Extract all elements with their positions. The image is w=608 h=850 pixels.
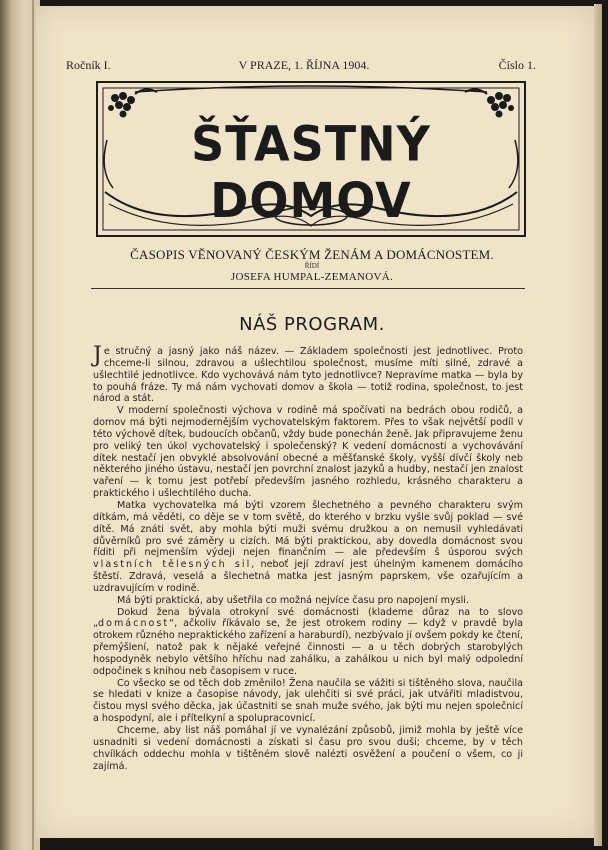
editor-name: JOSEFA HUMPAL-ZEMANOVÁ. — [230, 271, 394, 283]
paragraph: Má býti praktická, aby ušetřila co možná nejvíce času pro napojení mysli. — [117, 594, 470, 606]
grape-cluster-right-icon — [465, 89, 514, 117]
paragraph: Chceme, aby list náš pomáhal jí ve vynalézání způsobů, jimiž mohla by ještě více usnadniti si vedení domácnosti a získati si času pro svou duši; chceme, by v těch chvílkách oddechu mohla v tištěném slově nalézti osvěžení a poučení o všem, co ji zajímá. — [93, 725, 523, 772]
article-title: NÁŠ PROGRAM. — [239, 314, 385, 335]
magazine-title: ŠŤASTNÝ DOMOV — [191, 115, 431, 229]
paragraph: V moderní společnosti výchova v rodině má spočívati na bedrách obou rodičů, a domov má býti nejmodernějším vychovatelským faktorem. Přes to však největší podíl v této výchově dítek, budoucích občanů, vždy bude ponechán ženě. Jak připravujeme ženu pro veliký ten úkol vychovatelský i společenský? K vedení domácnosti a vychovávání dítek nestačí jen obvyklé absolvování obecné a měšťanské školy, vyšší dívčí školy neb některého jiného ústavu, nestačí jen povrchní znalost jazyků a hudby, nestačí jen znalost vaření — k tomu jest potřebí především jasného rozhledu, krásného charakteru a praktického i ušlechtilého ducha. — [93, 405, 523, 500]
book-spine — [0, 0, 40, 850]
emphasized-text: domácnost — [97, 618, 170, 630]
paragraph-text: , neboť její zdraví jest úhelným kamenem domácího štěstí. Zdravá, veselá a šlechetná matka jest jasným paprskem, vše ozařujícím a uzdravujícím v rodině. — [93, 559, 523, 594]
paragraph-text: Matka vychovatelka má býti vzorem šlechetného a pevného charakteru svým dítkám, má věděti, co děje se v tom světě, do kterého v brzku vyšle svůj poklad — své dítě. Má znáti svět, aby mohla býti muži svému družkou a on nemusil vyhledávati důvěrníků pro své záměry u cizích. Má býti praktickou, aby dovedla domácnost svou říditi při nejmenším výdeji nejen finančním — ale především š úsporou svých — [93, 499, 523, 559]
emphasized-text: vlastních tělesných sil — [93, 559, 252, 571]
paragraph-text: e stručný a jasný jako náš název. — Základem společnosti jest jednotlivec. Proto chceme-li silnou, zdravou a ušlechtilou společnost, musíme míti silné, zdravé a ušlechtilé jednotlivce. Kdo vychovává nám tyto jednotlivce? Nepravíme matka — byla by to pouhá fráze. Ty má nám vychovati domov a škola — totiž rodina, společnost, to jest národ a stát. — [93, 346, 523, 405]
paragraph — [93, 607, 523, 678]
masthead-ornament — [95, 80, 527, 238]
drop-cap: J — [93, 343, 102, 368]
paragraph: Co všecko se od těch dob změnilo! Žena naučila se vážiti si tištěného slova, naučila se hledati v knize a časopise návody, jak ulehčiti si své práci, jak utvářiti mladistvou, čistou mysl svého děcka, jak účastniti se snah muže svého, jak býti mu nejen společnicí a hospodyní, ale i přítelkyní a spolupracovnicí. — [93, 677, 523, 725]
volume-label: Ročník I. — [66, 58, 111, 72]
spine-crease — [32, 0, 34, 850]
paragraph-text: Dokud žena bývala otrokyní své domácnosti (klademe důraz na to slovo „ — [93, 606, 523, 630]
editor-label: ŘÍDÍ — [304, 262, 320, 270]
divider-rule — [91, 288, 525, 289]
magazine-subtitle: ČASOPIS VĚNOVANÝ ČESKÝM ŽENÁM A DOMÁCNOSTEM. — [130, 247, 494, 262]
paragraph-text: “, ačkoliv říkávalo se, že jest otrokem rodiny — když v pravdě byla otrokem různého nepraktického zařízení a haraburdí), nezbývalo jí ovšem pokdy ke čtení, přemýšlení, natož pak k nějaké veřejné činnosti — a u těch dobrých starobylých hospodyněk nebylo většího hříchu nad zahálku, a zahálkou u nich byl malý odpolední odpočinek s knihou neb časopisem v ruce. — [93, 618, 523, 677]
date-line: V PRAZE, 1. ŘÍJNA 1904. — [238, 58, 370, 72]
paragraph — [93, 343, 523, 405]
page-edges — [594, 4, 602, 846]
paragraph — [93, 500, 523, 595]
grape-cluster-left-icon — [108, 89, 157, 117]
article-body — [93, 343, 523, 772]
issue-number: Číslo 1. — [498, 58, 536, 72]
